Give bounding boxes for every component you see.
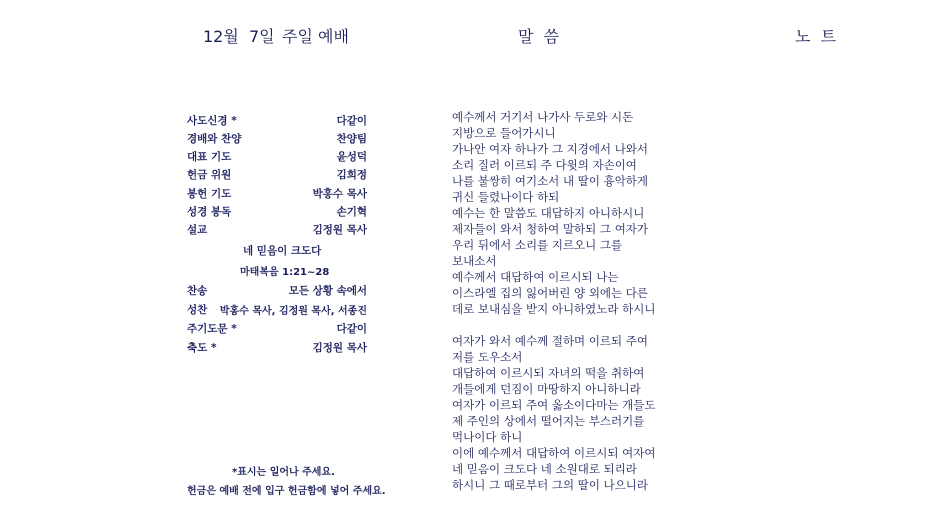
order-row [187, 321, 367, 339]
order-row [187, 167, 367, 185]
scripture-line: 가나안 여자 하나가 그 지경에서 나와서 [452, 142, 649, 156]
scripture-line: 우리 뒤에서 소리를 지르오니 그를 [452, 238, 623, 252]
order-label: 주기도문 * [187, 323, 237, 335]
order-label: 경배와 찬양 [187, 133, 242, 145]
scripture-line: 제자들이 와서 청하여 말하되 그 여자가 [452, 222, 649, 236]
scripture-line: 여자가 와서 예수께 절하며 이르되 주여 [452, 334, 649, 348]
order-label: 사도신경 * [187, 115, 237, 127]
notes-heading: 노 트 [795, 27, 837, 46]
scripture-line: 하시니 그 때로부터 그의 딸이 나으니라 [452, 478, 649, 492]
order-value: 찬양팀 [336, 133, 367, 145]
scripture-line: 보내소서 [452, 254, 497, 268]
sermon-passage-row [187, 263, 367, 281]
sermon-title: 네 믿음이 크도다 [243, 245, 322, 257]
order-row [187, 186, 367, 204]
order-row [187, 204, 367, 222]
offering-note: 헌금은 예배 전에 입구 헌금함에 넣어 주세요. [187, 486, 386, 497]
order-label: 성경 봉독 [187, 206, 232, 218]
order-value: 다같이 [336, 323, 367, 335]
scripture-line: 귀신 들렸나이다 하되 [452, 190, 560, 204]
sermon-passage: 마태복음 1:21~28 [240, 267, 330, 278]
scripture-line: 네 믿음이 크도다 네 소원대로 되리라 [452, 462, 637, 476]
scripture-line: 나를 불쌍히 여기소서 내 딸이 흉악하게 [452, 174, 649, 188]
scripture-line: 예수는 한 말씀도 대답하지 아니하시니 [452, 206, 645, 220]
order-label: 설교 [187, 224, 208, 236]
order-row [187, 113, 367, 131]
order-value: 윤성덕 [336, 151, 367, 163]
order-value: 손기혁 [336, 206, 367, 218]
service-title: 주일 예배 [282, 27, 349, 46]
order-row [187, 131, 367, 149]
order-label: 헌금 위원 [187, 169, 232, 181]
sermon-title-row [187, 243, 367, 261]
order-value: 박홍수 목사 [312, 188, 367, 200]
scripture-line: 이스라엘 집의 잃어버린 양 외에는 다른 [452, 286, 649, 300]
scripture-line: 먹나이다 하니 [452, 430, 523, 444]
scripture-line: 데로 보내심을 받지 아니하였노라 하시니 [452, 302, 656, 316]
order-value: 박홍수 목사, 김정원 목사, 서종진 [219, 306, 367, 317]
order-value: 김정원 목사 [312, 224, 367, 236]
stand-note: *표시는 일어나 주세요. [232, 467, 335, 478]
order-label: 성찬 [187, 304, 208, 316]
scripture-line: 개들에게 던짐이 마땅하지 아니하니라 [452, 382, 641, 396]
scripture-line: 지방으로 들어가시니 [452, 126, 556, 140]
order-row [187, 222, 367, 240]
order-value: 김희정 [336, 169, 367, 181]
scripture-line: 저를 도우소서 [452, 350, 523, 364]
scripture-line: 제 주인의 상에서 떨어지는 부스러기를 [452, 414, 645, 428]
scripture-line: 예수께서 대답하여 이르시되 나는 [452, 270, 619, 284]
order-label: 축도 * [187, 342, 217, 354]
scripture-line: 이에 예수께서 대답하여 이르시되 여자여 [452, 446, 656, 460]
service-date: 12월 7일 [203, 27, 275, 46]
order-row [187, 302, 367, 320]
scripture-line: 대답하여 이르시되 자녀의 떡을 취하여 [452, 366, 645, 380]
scripture-line: 여자가 이르되 주여 옳소이다마는 개들도 [452, 398, 656, 412]
order-label: 봉헌 기도 [187, 188, 232, 200]
order-row [187, 283, 367, 301]
order-value: 다같이 [336, 115, 367, 127]
order-label: 대표 기도 [187, 151, 232, 163]
scripture-line: 예수께서 거기서 나가사 두로와 시돈 [452, 110, 634, 124]
word-heading: 말 씀 [518, 27, 560, 46]
order-value: 모든 상황 속에서 [288, 285, 367, 297]
order-row [187, 149, 367, 167]
order-value: 김정원 목사 [312, 342, 367, 354]
order-label: 찬송 [187, 285, 208, 297]
scripture-line: 소리 질러 이르되 주 다윗의 자손이여 [452, 158, 637, 172]
order-row [187, 340, 367, 358]
